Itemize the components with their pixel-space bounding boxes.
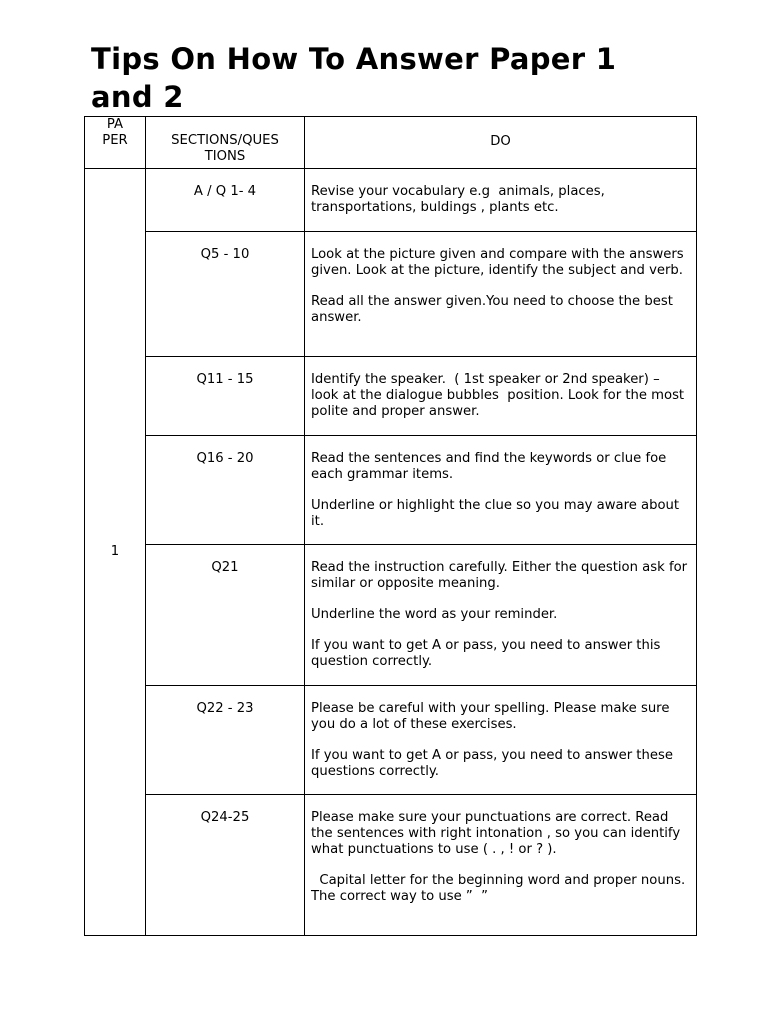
table-row	[85, 436, 697, 545]
header-sections-line-1: SECTIONS/QUES	[171, 133, 279, 148]
question-cell: Q11 - 15	[146, 357, 305, 436]
table-row	[85, 795, 697, 936]
header-sections	[146, 117, 305, 169]
table-row	[85, 232, 697, 357]
question-cell: Q5 - 10	[146, 232, 305, 357]
table-row	[85, 545, 697, 686]
tip-paragraph: Please make sure your punctuations are correct. Read the sentences with right intonation , so you can identify what punctuations to use ( . , ! or ? ).	[311, 810, 685, 857]
do-cell	[305, 686, 697, 795]
header-paper	[85, 117, 146, 169]
header-row	[85, 117, 697, 169]
tip-paragraph: Please be careful with your spelling. Please make sure you do a lot of these exercises.	[311, 701, 674, 732]
paper-number: 1	[85, 169, 146, 936]
tip-paragraph: Underline the word as your reminder.	[311, 607, 558, 622]
tip-paragraph: Read the sentences and find the keywords or clue foe each grammar items.	[311, 451, 671, 482]
tip-paragraph: If you want to get A or pass, you need to answer this question correctly.	[311, 638, 665, 669]
title-line-1: Tips On How To Answer Paper 1	[91, 42, 617, 76]
tip-paragraph: Look at the picture given and compare with the answers given. Look at the picture, identify the subject and verb.	[311, 247, 688, 278]
question-cell: Q22 - 23	[146, 686, 305, 795]
table-row	[85, 357, 697, 436]
do-cell	[305, 545, 697, 686]
do-cell	[305, 232, 697, 357]
question-cell: Q21	[146, 545, 305, 686]
tip-paragraph: Read all the answer given.You need to choose the best answer.	[311, 294, 678, 325]
question-cell: A / Q 1- 4	[146, 169, 305, 232]
tip-paragraph: If you want to get A or pass, you need to answer these questions correctly.	[311, 748, 678, 779]
do-cell	[305, 169, 697, 232]
header-paper-line-2: PER	[102, 133, 128, 148]
header-paper-line-1: PA	[106, 117, 124, 132]
page-title	[91, 40, 711, 116]
tip-paragraph: Identify the speaker. ( 1st speaker or 2nd speaker) – look at the dialogue bubbles position. Look for the most polite and proper answer.	[311, 372, 689, 419]
do-cell	[305, 795, 697, 936]
tip-paragraph: Read the instruction carefully. Either the question ask for similar or opposite meaning.	[311, 560, 692, 591]
table-row	[85, 686, 697, 795]
header-do: DO	[305, 117, 697, 169]
tip-paragraph: Underline or highlight the clue so you may aware about it.	[311, 498, 684, 529]
do-cell	[305, 436, 697, 545]
do-cell	[305, 357, 697, 436]
table-row	[85, 169, 697, 232]
question-cell: Q16 - 20	[146, 436, 305, 545]
title-line-2: and 2	[91, 80, 184, 114]
tips-table	[84, 116, 697, 936]
tip-paragraph: Revise your vocabulary e.g animals, places, transportations, buldings , plants etc.	[311, 184, 610, 215]
header-sections-line-2: TIONS	[204, 149, 246, 164]
tip-paragraph: Capital letter for the beginning word and proper nouns. The correct way to use ” ”	[311, 873, 686, 904]
question-cell: Q24-25	[146, 795, 305, 936]
